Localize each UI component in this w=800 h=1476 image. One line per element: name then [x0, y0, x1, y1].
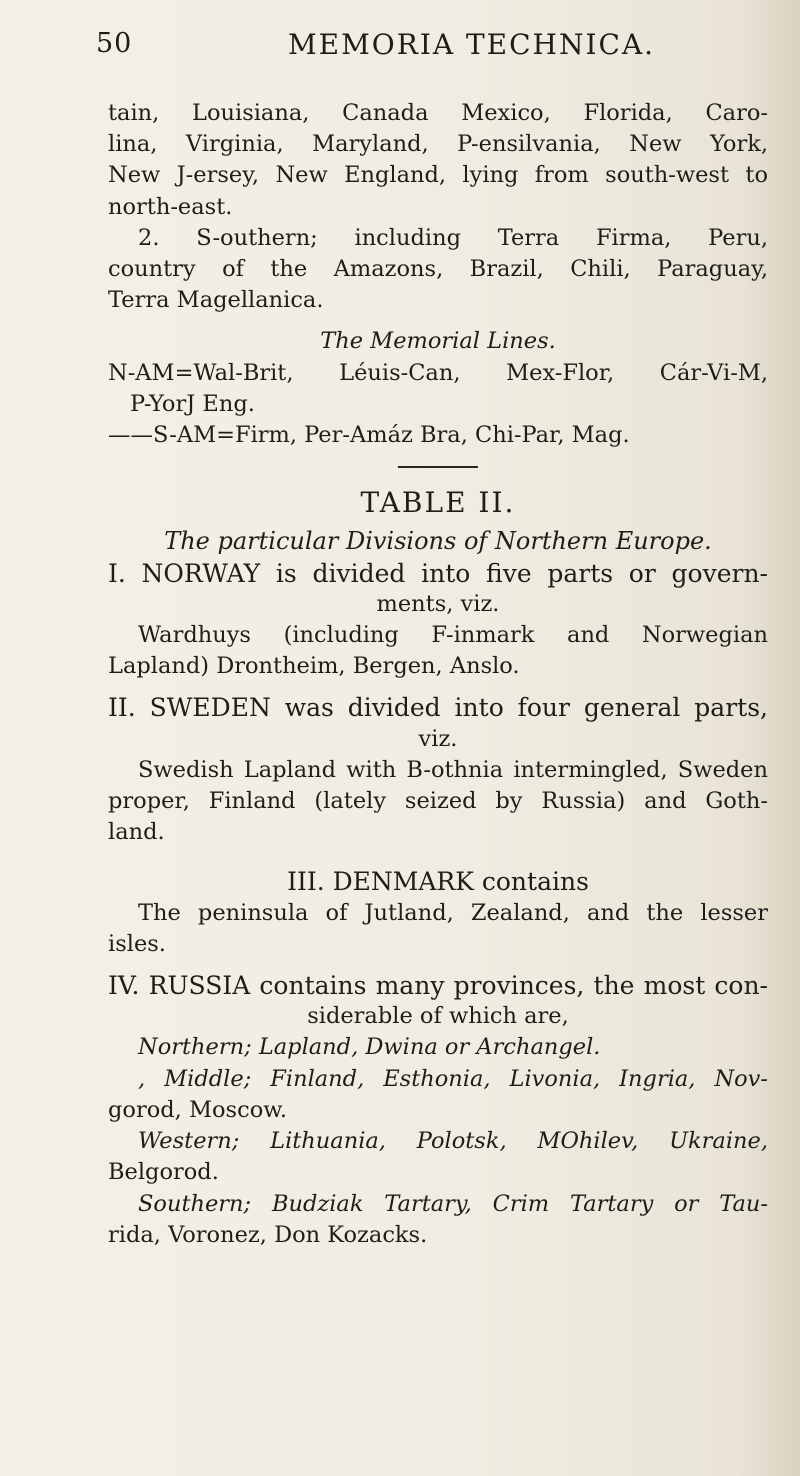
text-line: lina, Virginia, Maryland, P-ensilvania, New York,: [108, 131, 768, 158]
text-line: Terra Magellanica.: [108, 287, 324, 314]
text-line: ments, viz.: [376, 590, 500, 617]
text-line: 2. S-outhern; including Terra Firma, Peru,: [138, 224, 768, 251]
page-body: [108, 98, 768, 1251]
text-line: country of the Amazons, Brazil, Chili, Paraguay,: [108, 256, 768, 283]
section-sweden: II. SWEDEN was divided into four general parts,: [108, 693, 768, 723]
memorial-lines-heading: The Memorial Lines.: [320, 328, 556, 355]
page-header: [96, 28, 760, 68]
memorial-line: ——S-AM=Firm, Per-Amáz Bra, Chi-Par, Mag.: [108, 422, 630, 449]
text-line: isles.: [108, 930, 166, 957]
text-line: land.: [108, 819, 165, 846]
text-line: tain, Louisiana, Canada Mexico, Florida, Caro-: [108, 100, 768, 126]
text-line: , Middle; Finland, Esthonia, Livonia, Ingria, Nov-: [138, 1065, 768, 1092]
page-number: 50: [96, 28, 133, 59]
text-line: Northern; Lapland, Dwina or Archangel.: [138, 1034, 601, 1061]
memorial-line: N-AM=Wal-Brit, Léuis-Can, Mex-Flor, Cár-Vi-M,: [108, 359, 768, 386]
text-line: proper, Finland (lately seized by Russia) and Goth-: [108, 788, 768, 815]
section-divider: [398, 466, 478, 468]
text-line: Western; Lithuania, Polotsk, MOhilev, Ukraine,: [138, 1128, 768, 1155]
section-russia: IV. RUSSIA contains many provinces, the most con-: [108, 971, 768, 1001]
text-line: Southern; Budziak Tartary, Crim Tartary or Tau-: [138, 1190, 768, 1217]
text-line: New J-ersey, New England, lying from south-west to: [108, 162, 768, 189]
table-subtitle: The particular Divisions of Northern Europe.: [164, 527, 712, 556]
text-line: Lapland) Drontheim, Bergen, Anslo.: [108, 653, 520, 680]
running-title: MEMORIA TECHNICA.: [288, 28, 656, 61]
table-heading: TABLE II.: [360, 486, 516, 520]
text-line: north-east.: [108, 193, 233, 220]
text-line: siderable of which are,: [307, 1003, 569, 1030]
section-denmark: III. DENMARK contains: [287, 867, 589, 897]
text-line: Swedish Lapland with B-othnia intermingled, Sweden: [138, 756, 768, 783]
text-line: gorod, Moscow.: [108, 1096, 287, 1123]
text-line: Wardhuys (including F-inmark and Norwegian: [138, 622, 768, 649]
section-norway: I. NORWAY is divided into five parts or govern-: [108, 558, 768, 588]
memorial-line: P-YorJ Eng.: [130, 390, 255, 417]
text-line: Belgorod.: [108, 1159, 219, 1186]
text-line: rida, Voronez, Don Kozacks.: [108, 1221, 428, 1248]
text-line: viz.: [418, 725, 458, 752]
text-line: The peninsula of Jutland, Zealand, and the lesser: [138, 899, 768, 926]
